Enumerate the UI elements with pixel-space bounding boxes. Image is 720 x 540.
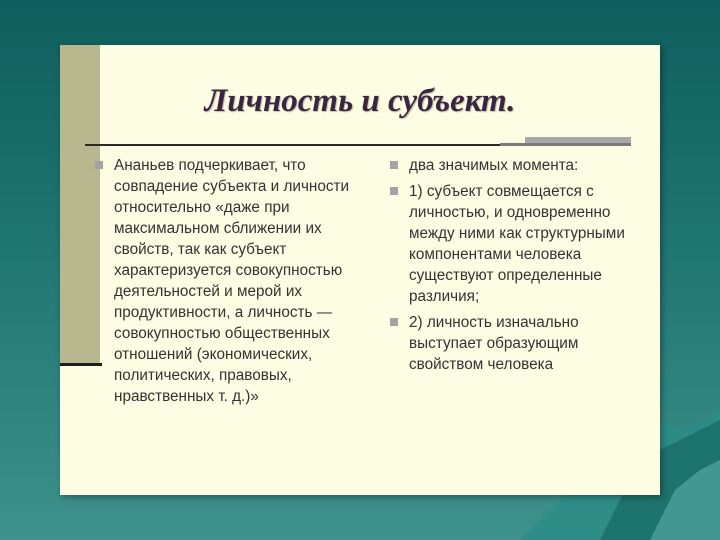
- bullet-square-icon: [390, 318, 398, 326]
- list-item: [92, 155, 372, 407]
- bullet-text: 2) личность изначально выступает образующим свойством человека: [409, 314, 579, 373]
- bullet-square-icon: [95, 161, 103, 169]
- title-rule-accent-lower: [500, 143, 631, 146]
- left-column: [92, 155, 372, 412]
- bullet-square-icon: [390, 187, 398, 195]
- list-item: [387, 155, 637, 176]
- bullet-text: два значимых момента:: [409, 157, 579, 174]
- slide-title: Личность и субъект.: [204, 83, 516, 119]
- slide: [60, 45, 660, 495]
- bullet-text: Ананьев подчеркивает, что совпадение субъекта и личности относительно «даже при максимальном сближении их свойств, так как субъект характеризуется совокупностью деятельностей и мерой их продуктивности, а личность — совокупностью общественных отношений (экономических, политических, правовых, нравственных т. д.)»: [114, 157, 350, 405]
- right-column: [387, 155, 637, 380]
- bullet-text: 1) субъект совмещается с личностью, и одновременно между ними как структурными компонентами человека существуют определенные различия;: [409, 183, 625, 305]
- list-item: [387, 181, 637, 307]
- bullet-square-icon: [390, 161, 398, 169]
- list-item: [387, 312, 637, 375]
